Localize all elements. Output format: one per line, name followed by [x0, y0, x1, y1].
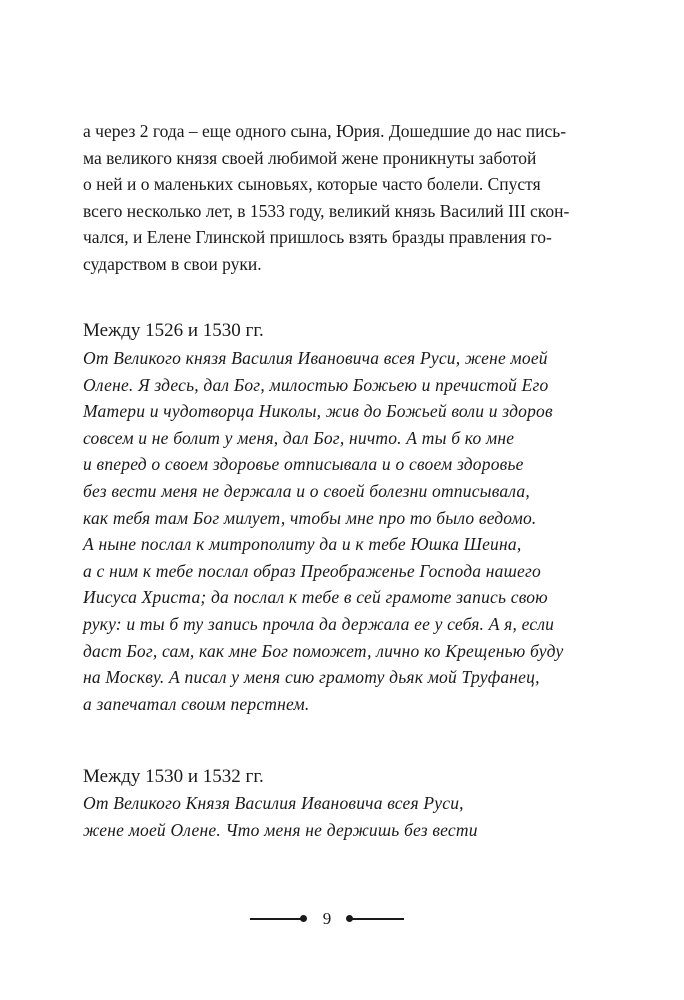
letter-line: а с ним к тебе послал образ Преображенье Господа нашего	[83, 560, 541, 581]
ornament-rule-right	[352, 918, 404, 920]
letter-text	[83, 345, 613, 717]
letter-line: даст Бог, сам, как мне Бог поможет, лично ко Крещенью буду	[83, 640, 564, 661]
section-heading: Между 1530 и 1532 гг.	[83, 766, 264, 787]
page-number: 9	[322, 909, 332, 928]
ornament-dot-left	[300, 915, 307, 922]
letter-line: совсем и не болит у меня, дал Бог, ничто. А ты б ко мне	[83, 427, 515, 448]
letter-line: Олене. Я здесь, дал Бог, милостью Божьею и пречистой Его	[83, 374, 549, 395]
letter-line: жене моей Олене. Что меня не держишь без вести	[83, 819, 478, 840]
letter-line: на Москву. А писал у меня сию грамоту дьяк мой Труфанец,	[83, 667, 540, 688]
letter-line: От Великого Князя Василия Ивановича всея Руси,	[83, 793, 464, 813]
letter-line: От Великого князя Василия Ивановича всея Руси, жене моей	[83, 348, 548, 368]
ornament-rule-left	[250, 918, 302, 920]
text-line: сударством в свои руки.	[83, 253, 262, 274]
text-line: всего несколько лет, в 1533 году, великий князь Василий III скон-	[83, 200, 570, 221]
letter-line: Иисуса Христа; да послал к тебе в сей грамоте запись свою	[83, 587, 548, 608]
letter-line: без вести меня не держала и о своей болезни отписывала,	[83, 480, 530, 501]
text-line: а через 2 года – еще одного сына, Юрия. Дошедшие до нас пись-	[83, 121, 567, 141]
text-line: ма великого князя своей любимой жене проникнуты заботой	[83, 147, 537, 168]
text-line: чался, и Елене Глинской пришлось взять бразды правления го-	[83, 227, 552, 247]
letter-line: и вперед о своем здоровье отписывала и о своем здоровье	[83, 454, 524, 475]
intro-paragraph	[83, 118, 613, 277]
letter-line: Матери и чудотворца Николы, жив до Божьей воли и здоров	[83, 401, 553, 422]
letter-line: а запечатал своим перстнем.	[83, 693, 310, 714]
page-footer	[0, 904, 684, 934]
letter-line: руку: и ты б ту запись прочла да держала ее у себя. А я, если	[83, 613, 555, 634]
letter-line: как тебя там Бог милует, чтобы мне про то было ведомо.	[83, 507, 537, 528]
letter-text	[83, 790, 613, 843]
text-line: о ней и о маленьких сыновьях, которые часто болели. Спустя	[83, 174, 541, 194]
section-heading: Между 1526 и 1530 гг.	[83, 320, 264, 341]
letter-line: А ныне послал к митрополиту да и к тебе Юшка Шеина,	[83, 534, 522, 555]
